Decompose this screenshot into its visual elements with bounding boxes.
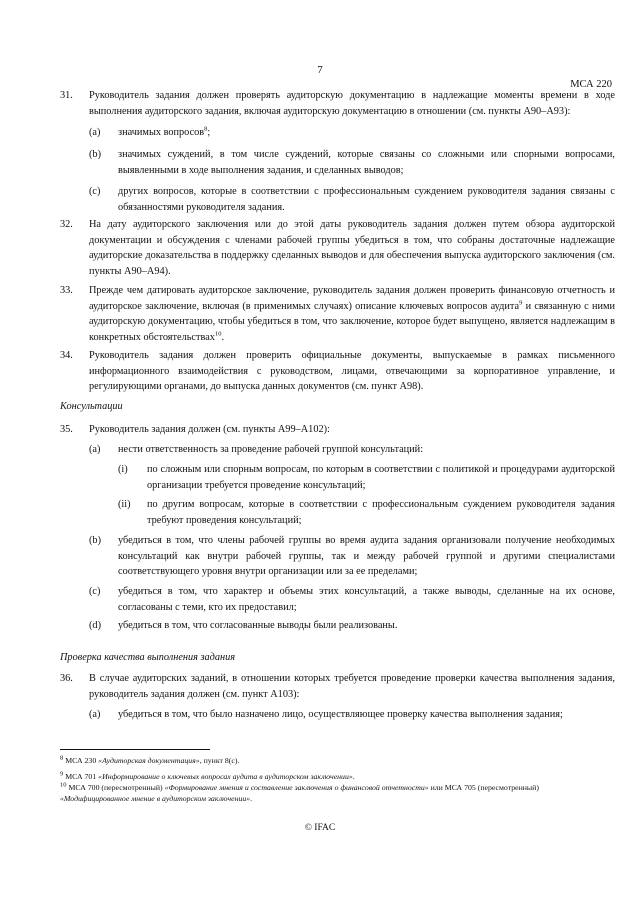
section-heading-quality-review: Проверка качества выполнения задания [60,652,236,663]
item-35d [89,618,615,634]
item-label: (a) [89,709,101,720]
footnote-ref: 8 [204,125,208,133]
item-35a-i [118,462,615,493]
item-label: (d) [89,620,102,631]
paragraph-number: 35. [60,424,73,435]
item-text: значимых суждений, в том числе суждений, которые связаны со сложными или спорными вопросами, выявленными в ходе выполнения задания, и сделанных выводов; [118,149,615,176]
item-31a: (a) значимых вопросов$^8$; [89,125,615,141]
item-35a-ii [118,497,615,528]
footnote-10: $^{10}$ МСА 700 (пересмотренный) «Формирование мнения и составление заключения о финансовой отчетности» или МСА 705 (пересмотренный) «Модифицированное мнение в аудиторском заключении». [60,781,539,803]
item-label: (b) [89,149,102,160]
paragraph-number: 33. [60,285,73,296]
item-label: (i) [118,464,128,475]
paragraph-text: Руководитель задания должен (см. пункты А99–А102): [89,424,330,435]
item-text: убедиться в том, что было назначено лицо, осуществляющее проверку качества выполнения задания; [118,709,563,720]
item-text: по другим вопросам, которые в соответствии с профессиональным суждением руководителя задания требуют проведения консультаций; [147,499,615,526]
paragraph-33: 33. Прежде чем датировать аудиторское заключение, руководитель задания должен проверить финансовую отчетность и аудиторское заключение, включая (в применимых случаях) описание ключевых вопросов аудита$^9$ и связанную с ними аудиторскую документацию, чтобы убедиться в том, что заключение, которое будет выпущено, является надлежащим в конкретных обстоятельствах$^{10}$. [60,285,615,343]
item-label: (c) [89,586,101,597]
item-text: нести ответственность за проведение рабочей группой консультаций: [118,444,424,455]
item-label: (b) [89,535,102,546]
item-text: значимых вопросов [118,127,205,138]
item-31c [89,184,615,215]
paragraph-34 [60,348,615,395]
item-text: убедиться в том, что члены рабочей группы во время аудита задания организовали получение необходимых консультаций как внутри рабочей группы, так и между рабочей группой и другими специалистами соответствующего уровня внутри организации или за ее пределами; [118,535,615,577]
paragraph-31 [60,88,615,119]
footnote-ref: 10 [214,330,222,338]
item-36a [89,707,615,723]
paragraph-number: 31. [60,90,73,101]
footnote-9: $^9$ МСА 701 «Информирование о ключевых вопросах аудита в аудиторском заключении». [60,770,355,781]
paragraph-number: 36. [60,673,73,684]
item-35b [89,533,615,580]
paragraph-text: На дату аудиторского заключения или до этой даты руководитель задания должен путем обзора аудиторской документации и обсуждения с членами рабочей группы убедиться в том, что собраны достаточные надлежащие аудиторские доказательства в поддержку сделанных выводов и для обеспечения выпуска аудиторского заключения (см. пункты А90–А94). [89,219,615,277]
item-label: (ii) [118,499,131,510]
footnote-8: $^8$ МСА 230 «Аудиторская документация», пункт 8(c). [60,754,240,765]
footnote-divider [60,749,210,750]
item-text: других вопросов, которые в соответствии с профессиональным суждением руководителя задания связаны с обязанностями руководителя задания. [118,186,615,213]
paragraph-32 [60,217,615,279]
item-35a [89,442,615,458]
item-label: (a) [89,444,101,455]
paragraph-number: 34. [60,350,73,361]
footnote-ref: 9 [519,299,523,307]
item-35c [89,584,615,615]
item-text: по сложным или спорным вопросам, по которым в соответствии с политикой и процедурами аудиторской организации требуется проведение консультаций; [147,464,615,491]
section-heading-consultations: Консультации [60,401,123,412]
paragraph-text: В случае аудиторских заданий, в отношении которых требуется проведение проверки качества выполнения задания, руководитель задания должен (см. пункт А103): [89,673,615,700]
paragraph-text: Руководитель задания должен проверять аудиторскую документацию в надлежащие моменты времени в ходе выполнения аудиторского задания, включая аудиторскую документацию в отношении (см. пункты А90–А93): [89,90,615,117]
standard-code: МСА 220 [570,79,612,90]
copyright: © IFAC [304,823,336,833]
paragraph-number: 32. [60,219,73,230]
paragraph-text: Руководитель задания должен проверить официальные документы, выпускаемые в рамках письменного информационного взаимодействия с руководством, лицами, отвечающими за корпоративное управление, и регулирующими органами, до выпуска данных документов (см. пункт А98). [89,350,615,392]
paragraph-36 [60,671,615,702]
item-label: (a) [89,127,101,138]
page-number: 7 [317,64,323,76]
paragraph-35 [60,422,615,438]
item-text: убедиться в том, что согласованные выводы были реализованы. [118,620,398,631]
item-label: (c) [89,186,101,197]
paragraph-text: Прежде чем датировать аудиторское заключение, руководитель задания должен проверить финансовую отчетность и аудиторское заключение, включая (в применимых случаях) описание ключевых вопросов аудита [89,285,615,312]
item-31b [89,147,615,178]
item-text: убедиться в том, что характер и объемы этих консультаций, а также выводы, сделанные на их основе, согласованы с теми, кто их предоставил; [118,586,615,613]
